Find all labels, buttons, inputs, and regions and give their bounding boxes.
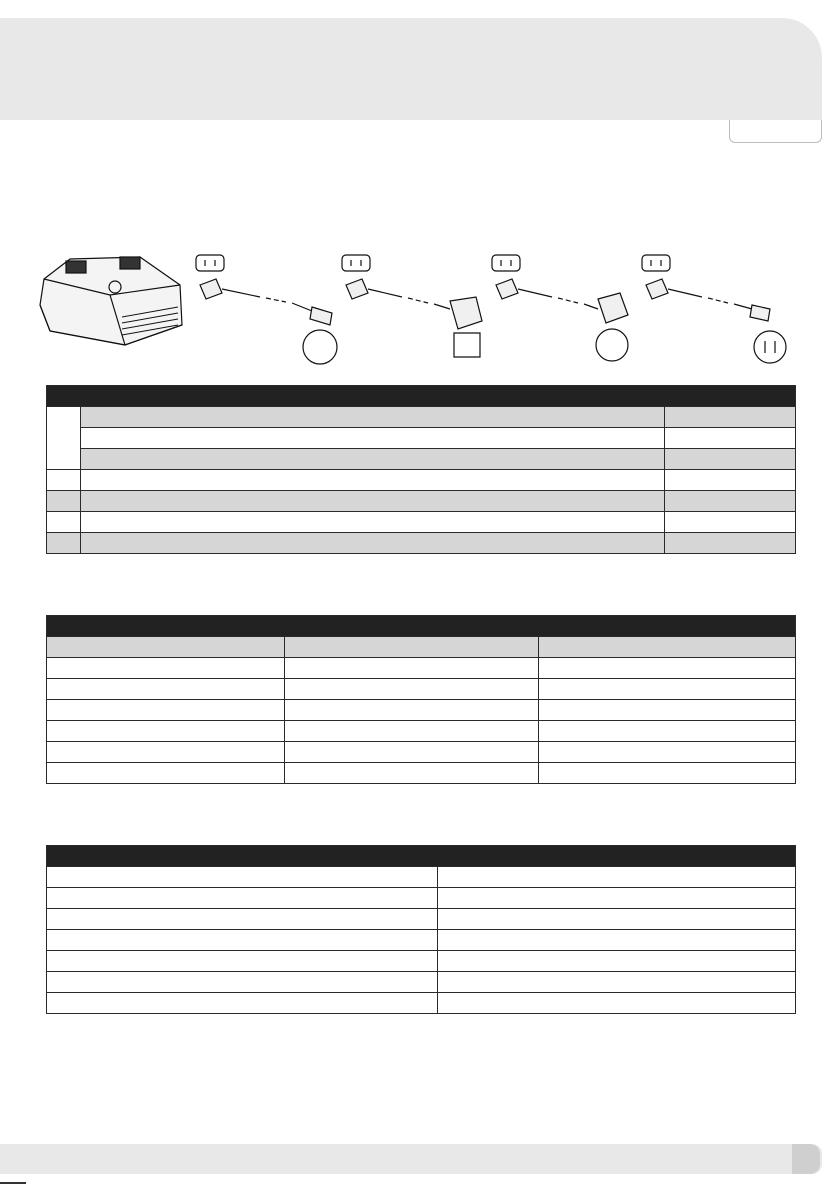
page-number-tab [792,1144,820,1174]
parts-table [46,845,796,1014]
table-row [47,428,796,449]
table-row [47,867,796,888]
footer-band [0,1144,822,1174]
table-row [47,449,796,470]
table-row [47,658,796,679]
product-illustration [30,245,790,365]
parts-header-row [47,846,796,867]
eu-plug-icon [492,255,628,361]
table-row [47,930,796,951]
components-header-row [47,386,796,407]
us-plug-icon [642,255,786,363]
table-row [47,993,796,1014]
table-row [47,512,796,533]
table-row [47,742,796,763]
charger-icon [40,257,182,345]
specs-column-header-row [47,637,796,658]
table-row [47,909,796,930]
table-row [47,533,796,554]
table-row [47,470,796,491]
table-row [47,679,796,700]
table-row [47,491,796,512]
uk-plug-icon [342,255,482,357]
specs-header-row [47,616,796,637]
header-band [0,18,822,120]
header-tab [729,120,822,143]
table-row [47,763,796,784]
table-row [47,951,796,972]
table-row [47,700,796,721]
table-row [47,721,796,742]
table-row [47,972,796,993]
footer-rule [0,1182,26,1184]
table-row [47,888,796,909]
table-row [47,407,796,428]
components-table [46,385,796,554]
specs-table [46,615,796,784]
au-plug-icon [196,255,337,364]
